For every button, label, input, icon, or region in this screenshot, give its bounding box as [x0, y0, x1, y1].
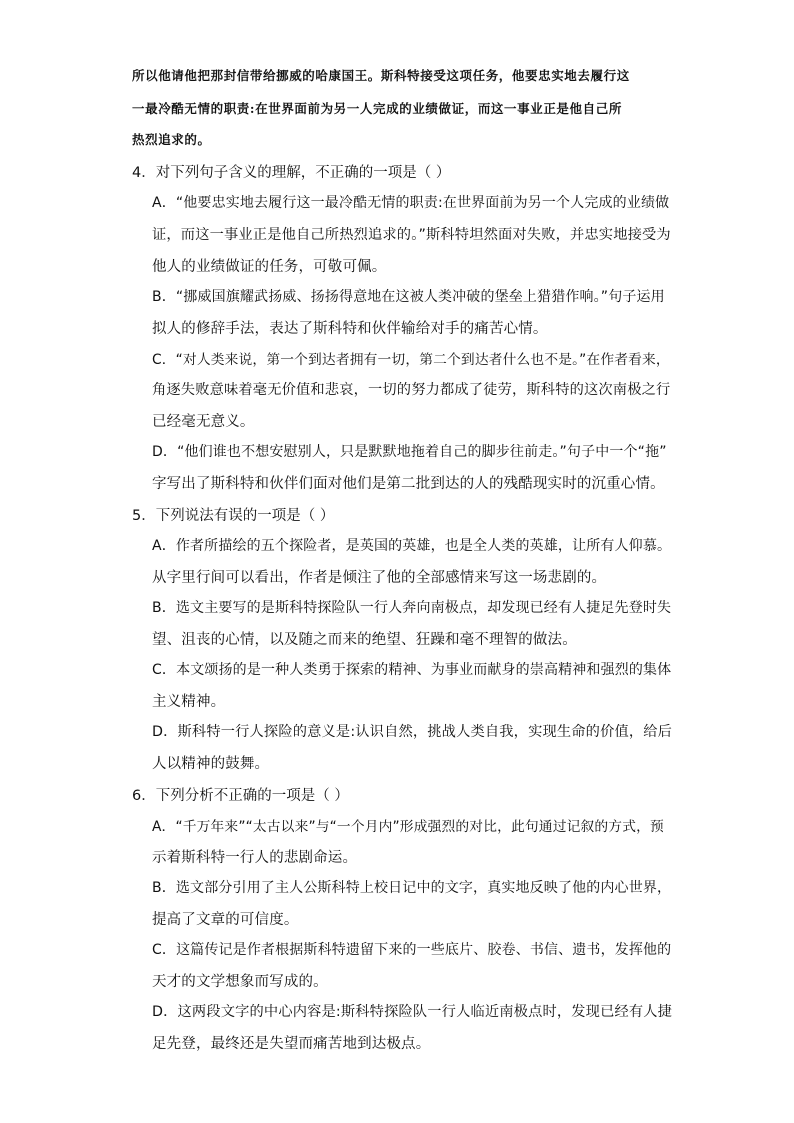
- question-6-option-d: D．这两段文字的中心内容是:斯科特探险队一行人临近南极点时，发现已经有人捷: [152, 1004, 673, 1020]
- question-6-option-a-cont: 示着斯科特一行人的悲剧命运。: [152, 850, 358, 866]
- question-4-option-a-cont: 证，而这一事业正是他自己所热烈追求的。”斯科特坦然面对失败，并忠实地接受为: [152, 227, 671, 243]
- question-6-stem: 6．下列分析不正确的一项是（ ）: [132, 788, 349, 804]
- question-6-option-b-cont: 提高了文章的可信度。: [152, 912, 299, 928]
- question-4-option-b-cont: 拟人的修辞手法，表达了斯科特和伙伴输给对手的痛苦心情。: [152, 321, 548, 337]
- question-5-option-c-cont: 主义精神。: [152, 694, 226, 710]
- question-4-option-d: D．“他们谁也不想安慰别人，只是默默地拖着自己的脚步往前走。”句子中一个“拖”: [152, 444, 667, 460]
- question-5-option-b-cont: 望、沮丧的心情，以及随之而来的绝望、狂躁和毫不理智的做法。: [152, 632, 577, 648]
- question-4-option-b: B．“挪威国旗耀武扬威、扬扬得意地在这被人类冲破的堡垒上猎猎作响。”句子运用: [152, 289, 665, 305]
- passage-line: 热烈追求的。: [132, 132, 211, 147]
- question-6-option-c-cont: 天才的文学想象而写成的。: [152, 974, 328, 990]
- passage-line: 所以他请他把那封信带给挪威的哈康国王。斯科特接受这项任务，他要忠实地去履行这: [132, 68, 630, 83]
- question-6-option-c: C．这篇传记是作者根据斯科特遗留下来的一些底片、胶卷、书信、遗书，发挥他的: [152, 942, 672, 958]
- question-5-option-d-cont: 人以精神的鼓舞。: [152, 756, 270, 772]
- question-4-stem: 4．对下列句子含义的理解，不正确的一项是（ ）: [132, 165, 451, 181]
- question-5-option-d: D．斯科特一行人探险的意义是:认识自然，挑战人类自我，实现生命的价值，给后: [152, 724, 673, 740]
- question-5-option-a: A．作者所描绘的五个探险者，是英国的英雄，也是全人类的英雄，让所有人仰慕。: [152, 538, 672, 554]
- question-4-option-a-cont: 他人的业绩做证的任务，可敬可佩。: [152, 259, 387, 275]
- question-6-option-a: A．“千万年来”“太古以来”与“一个月内”形成强烈的对比，此句通过记叙的方式，预: [152, 819, 664, 835]
- question-4-option-c-cont: 角逐失败意味着毫无价值和悲哀，一切的努力都成了徒劳，斯科特的这次南极之行: [152, 382, 671, 398]
- question-5-option-a-cont: 从字里行间可以看出，作者是倾注了他的全部感情来写这一场悲剧的。: [152, 570, 607, 586]
- passage-line: 一最冷酷无情的职责:在世界面前为另一人完成的业绩做证，而这一事业正是他自己所: [132, 101, 622, 116]
- question-5-stem: 5．下列说法有误的一项是（ ）: [132, 508, 335, 524]
- question-6-option-b: B．选文部分引用了主人公斯科特上校日记中的文字，真实地反映了他的内心世界，: [152, 880, 672, 896]
- question-6-option-d-cont: 足先登，最终还是失望而痛苦地到达极点。: [152, 1036, 431, 1052]
- question-4-option-c-cont: 已经毫无意义。: [152, 414, 255, 430]
- question-5-option-b: B．选文主要写的是斯科特探险队一行人奔向南极点，却发现已经有人捷足先登时失: [152, 600, 672, 616]
- question-5-option-c: C．本文颂扬的是一种人类勇于探索的精神、为事业而献身的崇高精神和强烈的集体: [152, 662, 672, 678]
- question-4-option-d-cont: 字写出了斯科特和伙伴们面对他们是第二批到达的人的残酷现实时的沉重心情。: [152, 476, 665, 492]
- question-4-option-a: A．“他要忠实地去履行这一最冷酷无情的职责:在世界面前为另一个人完成的业绩做: [152, 195, 670, 211]
- question-4-option-c: C．“对人类来说，第一个到达者拥有一切，第二个到达者什么也不是。”在作者看来，: [152, 352, 670, 368]
